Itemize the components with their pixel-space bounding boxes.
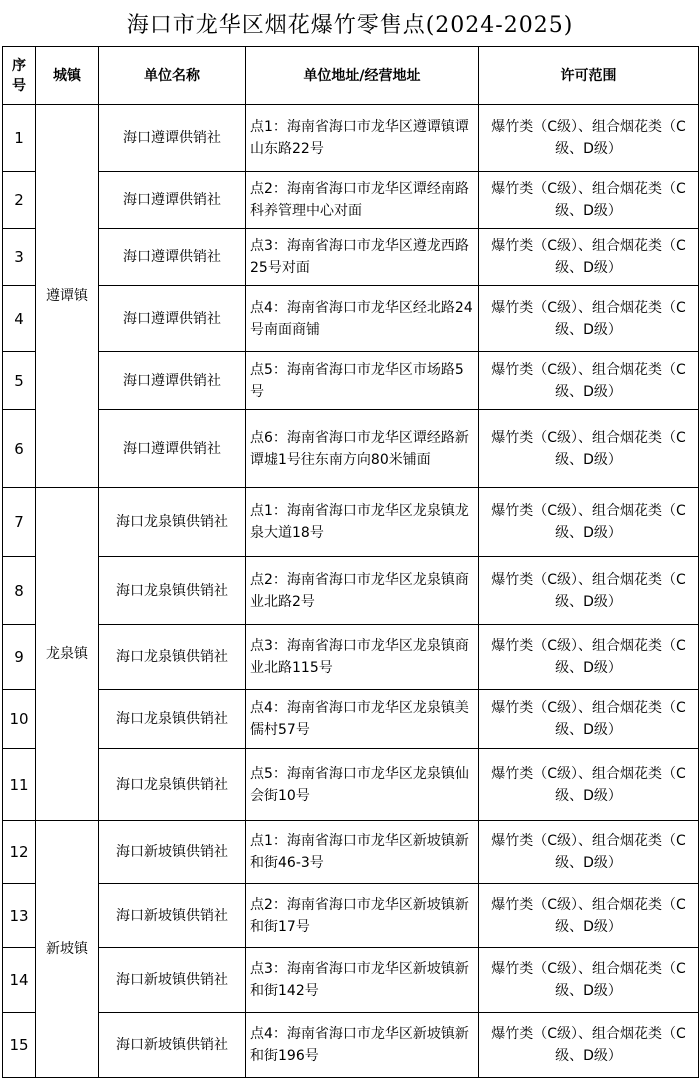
unit-name: 海口新坡镇供销社 bbox=[99, 1013, 246, 1078]
unit-name: 海口龙泉镇供销社 bbox=[99, 690, 246, 749]
address-cell: 点5：海南省海口市龙华区市场路5号 bbox=[246, 352, 479, 410]
address-cell: 点2：海南省海口市龙华区龙泉镇商业北路2号 bbox=[246, 557, 479, 625]
permit-cell: 爆竹类（C级）、组合烟花类（C级、D级） bbox=[479, 488, 699, 557]
unit-name: 海口龙泉镇供销社 bbox=[99, 557, 246, 625]
town-cell: 遵谭镇 bbox=[36, 105, 99, 488]
town-cell: 新坡镇 bbox=[36, 821, 99, 1078]
row-number: 8 bbox=[3, 557, 36, 625]
row-number: 6 bbox=[3, 410, 36, 488]
unit-name: 海口龙泉镇供销社 bbox=[99, 625, 246, 690]
row-number: 5 bbox=[3, 352, 36, 410]
table-row bbox=[3, 749, 699, 821]
address-cell: 点3：海南省海口市龙华区新坡镇新和街142号 bbox=[246, 948, 479, 1013]
unit-name: 海口遵谭供销社 bbox=[99, 352, 246, 410]
header-seq-line1: 序 bbox=[12, 57, 26, 74]
unit-name: 海口遵谭供销社 bbox=[99, 105, 246, 172]
address-cell: 点1：海南省海口市龙华区新坡镇新和街46-3号 bbox=[246, 821, 479, 884]
row-number: 13 bbox=[3, 884, 36, 948]
table-header-row bbox=[3, 47, 699, 105]
address-cell: 点4：海南省海口市龙华区经北路24号南面商铺 bbox=[246, 286, 479, 352]
row-number: 4 bbox=[3, 286, 36, 352]
address-cell: 点1：海南省海口市龙华区遵谭镇谭山东路22号 bbox=[246, 105, 479, 172]
permit-cell: 爆竹类（C级）、组合烟花类（C级、D级） bbox=[479, 352, 699, 410]
table-row bbox=[3, 557, 699, 625]
permit-cell: 爆竹类（C级）、组合烟花类（C级、D级） bbox=[479, 410, 699, 488]
row-number: 9 bbox=[3, 625, 36, 690]
header-seq-line2: 号 bbox=[12, 77, 26, 94]
address-cell: 点5：海南省海口市龙华区龙泉镇仙会街10号 bbox=[246, 749, 479, 821]
row-number: 10 bbox=[3, 690, 36, 749]
permit-cell: 爆竹类（C级）、组合烟花类（C级、D级） bbox=[479, 821, 699, 884]
row-number: 14 bbox=[3, 948, 36, 1013]
address-cell: 点3：海南省海口市龙华区龙泉镇商业北路115号 bbox=[246, 625, 479, 690]
row-number: 15 bbox=[3, 1013, 36, 1078]
table-row bbox=[3, 488, 699, 557]
permit-cell: 爆竹类（C级）、组合烟花类（C级、D级） bbox=[479, 229, 699, 286]
unit-name: 海口遵谭供销社 bbox=[99, 229, 246, 286]
table-row bbox=[3, 1013, 699, 1078]
unit-name: 海口新坡镇供销社 bbox=[99, 821, 246, 884]
row-number: 11 bbox=[3, 749, 36, 821]
address-cell: 点4：海南省海口市龙华区龙泉镇美儒村57号 bbox=[246, 690, 479, 749]
unit-name: 海口龙泉镇供销社 bbox=[99, 488, 246, 557]
row-number: 1 bbox=[3, 105, 36, 172]
table-row bbox=[3, 625, 699, 690]
address-cell: 点1：海南省海口市龙华区龙泉镇龙泉大道18号 bbox=[246, 488, 479, 557]
table-row bbox=[3, 821, 699, 884]
row-number: 3 bbox=[3, 229, 36, 286]
retail-points-table bbox=[2, 46, 699, 1078]
header-unit: 单位名称 bbox=[99, 47, 246, 105]
permit-cell: 爆竹类（C级）、组合烟花类（C级、D级） bbox=[479, 557, 699, 625]
row-number: 7 bbox=[3, 488, 36, 557]
unit-name: 海口新坡镇供销社 bbox=[99, 948, 246, 1013]
permit-cell: 爆竹类（C级）、组合烟花类（C级、D级） bbox=[479, 625, 699, 690]
unit-name: 海口遵谭供销社 bbox=[99, 172, 246, 229]
permit-cell: 爆竹类（C级）、组合烟花类（C级、D级） bbox=[479, 286, 699, 352]
table-row bbox=[3, 172, 699, 229]
permit-cell: 爆竹类（C级）、组合烟花类（C级、D级） bbox=[479, 948, 699, 1013]
permit-cell: 爆竹类（C级）、组合烟花类（C级、D级） bbox=[479, 690, 699, 749]
permit-cell: 爆竹类（C级）、组合烟花类（C级、D级） bbox=[479, 749, 699, 821]
permit-cell: 爆竹类（C级）、组合烟花类（C级、D级） bbox=[479, 172, 699, 229]
town-cell: 龙泉镇 bbox=[36, 488, 99, 821]
header-permit: 许可范围 bbox=[479, 47, 699, 105]
address-cell: 点2：海南省海口市龙华区新坡镇新和街17号 bbox=[246, 884, 479, 948]
row-number: 2 bbox=[3, 172, 36, 229]
table-row bbox=[3, 884, 699, 948]
table-row bbox=[3, 105, 699, 172]
page-title: 海口市龙华区烟花爆竹零售点(2024-2025) bbox=[126, 12, 574, 38]
address-cell: 点6：海南省海口市龙华区谭经路新谭墟1号往东南方向80米铺面 bbox=[246, 410, 479, 488]
row-number: 12 bbox=[3, 821, 36, 884]
header-town: 城镇 bbox=[36, 47, 99, 105]
table-row bbox=[3, 352, 699, 410]
address-cell: 点3：海南省海口市龙华区遵龙西路25号对面 bbox=[246, 229, 479, 286]
unit-name: 海口新坡镇供销社 bbox=[99, 884, 246, 948]
unit-name: 海口龙泉镇供销社 bbox=[99, 749, 246, 821]
header-seq bbox=[3, 47, 36, 105]
permit-cell: 爆竹类（C级）、组合烟花类（C级、D级） bbox=[479, 1013, 699, 1078]
unit-name: 海口遵谭供销社 bbox=[99, 410, 246, 488]
address-cell: 点2：海南省海口市龙华区谭经南路科养管理中心对面 bbox=[246, 172, 479, 229]
permit-cell: 爆竹类（C级）、组合烟花类（C级、D级） bbox=[479, 884, 699, 948]
header-address: 单位地址/经营地址 bbox=[246, 47, 479, 105]
table-row bbox=[3, 690, 699, 749]
table-row bbox=[3, 286, 699, 352]
table-row bbox=[3, 948, 699, 1013]
unit-name: 海口遵谭供销社 bbox=[99, 286, 246, 352]
permit-cell: 爆竹类（C级）、组合烟花类（C级、D级） bbox=[479, 105, 699, 172]
table-row bbox=[3, 229, 699, 286]
table-row bbox=[3, 410, 699, 488]
address-cell: 点4：海南省海口市龙华区新坡镇新和街196号 bbox=[246, 1013, 479, 1078]
